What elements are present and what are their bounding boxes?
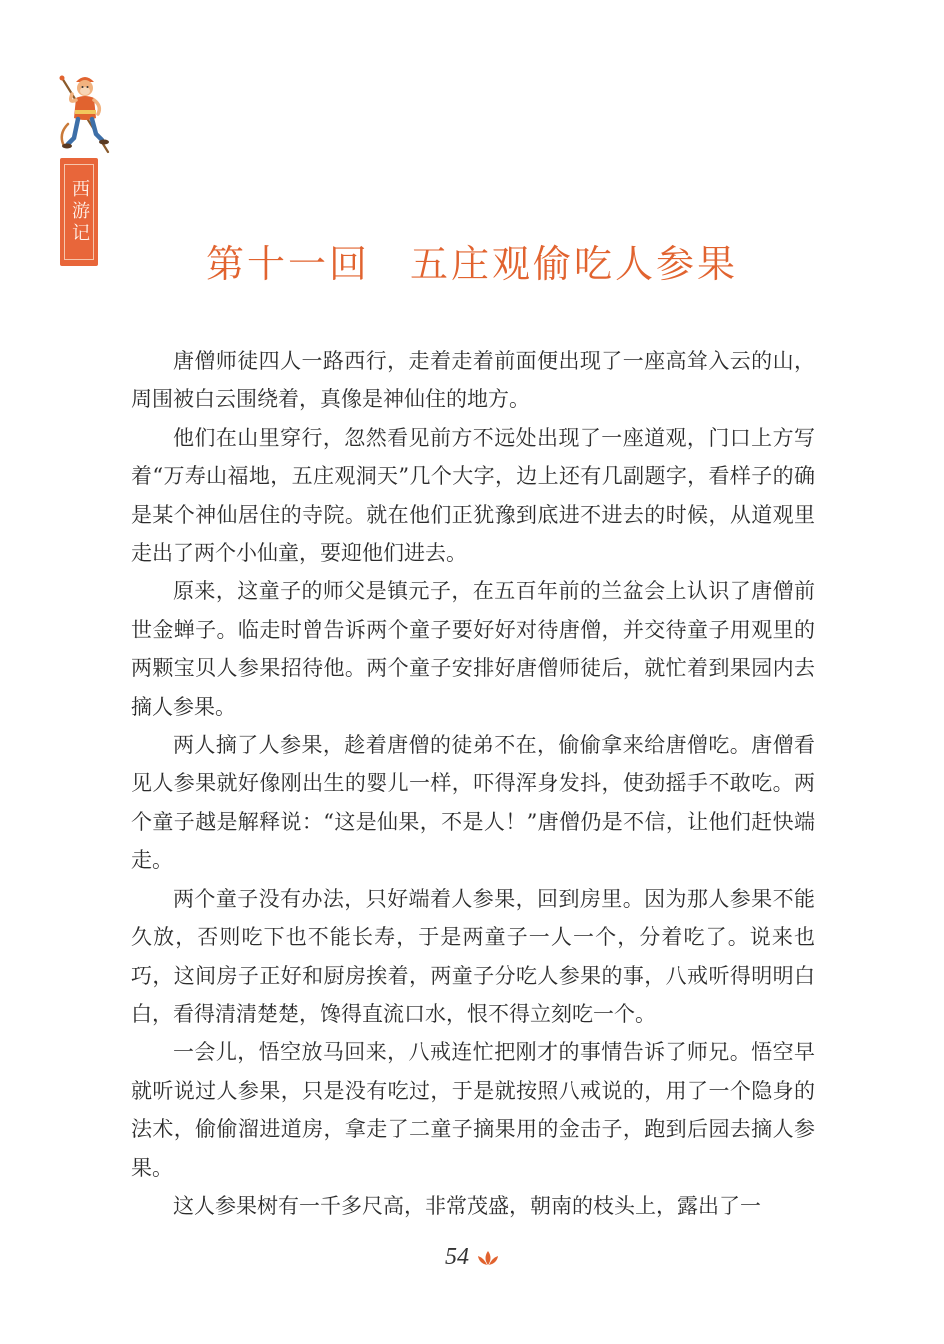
paragraph: 他们在山里穿行，忽然看见前方不远处出现了一座道观，门口上方写着“万寿山福地，五庄观洞天”几个大字，边上还有几副题字，看样子的确是某个神仙居住的寺院。就在他们正犹豫到底进不进去的时候，从道观里走出了两个小仙童，要迎他们进去。 — [131, 425, 815, 566]
paragraph: 唐僧师徒四人一路西行，走着走着前面便出现了一座高耸入云的山，周围被白云围绕着，真像是神仙住的地方。 — [131, 349, 815, 412]
chapter-title — [0, 233, 944, 288]
monkey-king-icon — [54, 64, 116, 156]
paragraph: 两个童子没有办法，只好端着人参果，回到房里。因为那人参果不能久放，否则吃下也不能长寿，于是两童子一人一个，分着吃了。说来也巧，这间房子正好和厨房挨着，两童子分吃人参果的事，八戒听得明明白白，看得清清楚楚，馋得直流口水，恨不得立刻吃一个。 — [131, 886, 815, 1026]
chapter-number: 第十一回 — [205, 242, 370, 287]
chapter-body — [131, 342, 815, 1225]
leaf-ornament-icon — [477, 1250, 499, 1266]
paragraph: 两人摘了人参果，趁着唐僧的徒弟不在，偷偷拿来给唐僧吃。唐僧看见人参果就好像刚出生的婴儿一样，吓得浑身发抖，使劲摇手不敢吃。两个童子越是解释说：“这是仙果，不是人！”唐僧仍是不信，让他们赶快端走。 — [131, 733, 815, 873]
book-title-text: 西游记 — [69, 179, 90, 245]
paragraph: 一会儿，悟空放马回来，八戒连忙把刚才的事情告诉了师兄。悟空早就听说过人参果，只是没有吃过，于是就按照八戒说的，用了一个隐身的法术，偷偷溜进道房，拿走了二童子摘果用的金击子，跑到后园去摘人参果。 — [131, 1040, 815, 1180]
page-footer — [0, 1244, 944, 1271]
chapter-name: 五庄观偷吃人参果 — [410, 242, 739, 287]
page-number: 54 — [445, 1244, 469, 1270]
paragraph: 这人参果树有一千多尺高，非常茂盛，朝南的枝头上，露出了一 — [173, 1193, 761, 1218]
paragraph: 原来，这童子的师父是镇元子，在五百年前的兰盆会上认识了唐僧前世金蝉子。临走时曾告诉两个童子要好好对待唐僧，并交待童子用观里的两颗宝贝人参果招待他。两个童子安排好唐僧师徒后，就忙着到果园内去摘人参果。 — [131, 579, 815, 719]
